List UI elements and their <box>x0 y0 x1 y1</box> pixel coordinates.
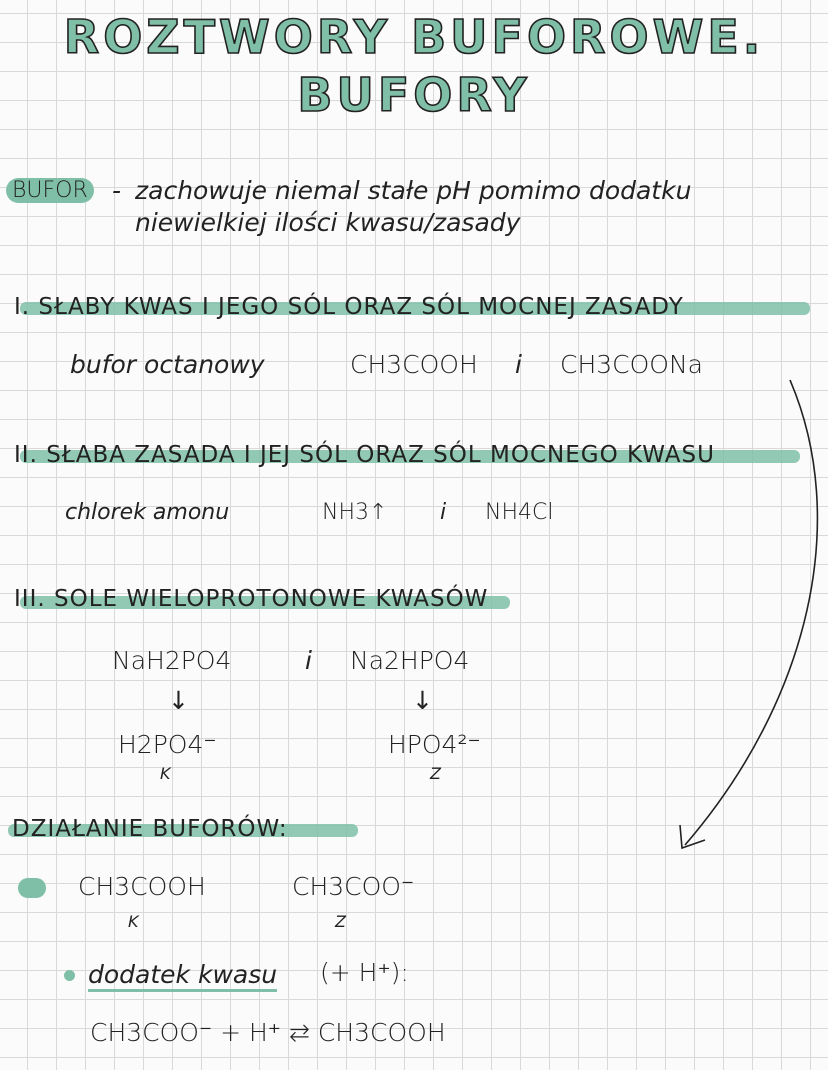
acid-label: K <box>128 912 139 931</box>
section-1-formula-2: CH3COONa <box>560 350 703 379</box>
action-heading: DZIAŁANIE BUFORÓW: <box>12 816 288 842</box>
definition-line-1: zachowuje niemal stałe pH pomimo dodatku <box>135 176 692 205</box>
section-2-conj: i <box>440 500 447 525</box>
section-2-formula-2: NH4Cl <box>485 500 554 525</box>
section-3-heading: III. SOLE WIELOPROTONOWE KWASÓW <box>14 586 489 612</box>
section-3-ion-2-label: Z <box>430 764 441 783</box>
base-formula: CH3COO⁻ <box>292 872 415 901</box>
down-arrow-icon: ↓ <box>168 686 189 715</box>
term-badge: BUFOR <box>6 178 94 203</box>
section-2-heading: II. SŁABA ZASADA I JEJ SÓL ORAZ SÓL MOCNEGO KWASU <box>14 442 715 468</box>
down-arrow-icon: ↓ <box>412 686 433 715</box>
section-1-formula-1: CH3COOH <box>350 350 478 379</box>
bullet-text: dodatek kwasu <box>88 960 277 992</box>
definition-line-2: niewielkiej ilości kwasu/zasady <box>135 208 521 237</box>
base-label: Z <box>335 912 346 931</box>
section-1-example: bufor octanowy <box>70 350 265 379</box>
section-3-conj: i <box>305 646 312 675</box>
curved-arrow-icon <box>660 370 828 860</box>
acid-formula: CH3COOH <box>78 872 206 901</box>
title-line-2: BUFORY <box>297 68 531 122</box>
bullet-icon <box>64 970 75 981</box>
section-1-conj: i <box>515 350 522 379</box>
section-3-formula-1: NaH2PO4 <box>112 646 232 675</box>
section-2-formula-1: NH3↑ <box>322 500 388 525</box>
arrow-bullet-icon <box>18 878 46 898</box>
section-3-ion-1: H2PO4⁻ <box>118 730 217 759</box>
section-1-heading: I. SŁABY KWAS I JEGO SÓL ORAZ SÓL MOCNEJ ZASADY <box>14 294 684 320</box>
section-3-formula-2: Na2HPO4 <box>350 646 470 675</box>
section-2-example: chlorek amonu <box>65 500 230 525</box>
title-line-1: ROZTWORY BUFOROWE. <box>63 10 765 64</box>
section-3-ion-1-label: K <box>160 764 171 783</box>
bullet-paren: (+ H⁺): <box>320 958 409 987</box>
dash: - <box>112 176 122 205</box>
equation: CH3COO⁻ + H⁺ ⇆ CH3COOH <box>90 1018 446 1047</box>
section-3-ion-2: HPO4²⁻ <box>388 730 481 759</box>
